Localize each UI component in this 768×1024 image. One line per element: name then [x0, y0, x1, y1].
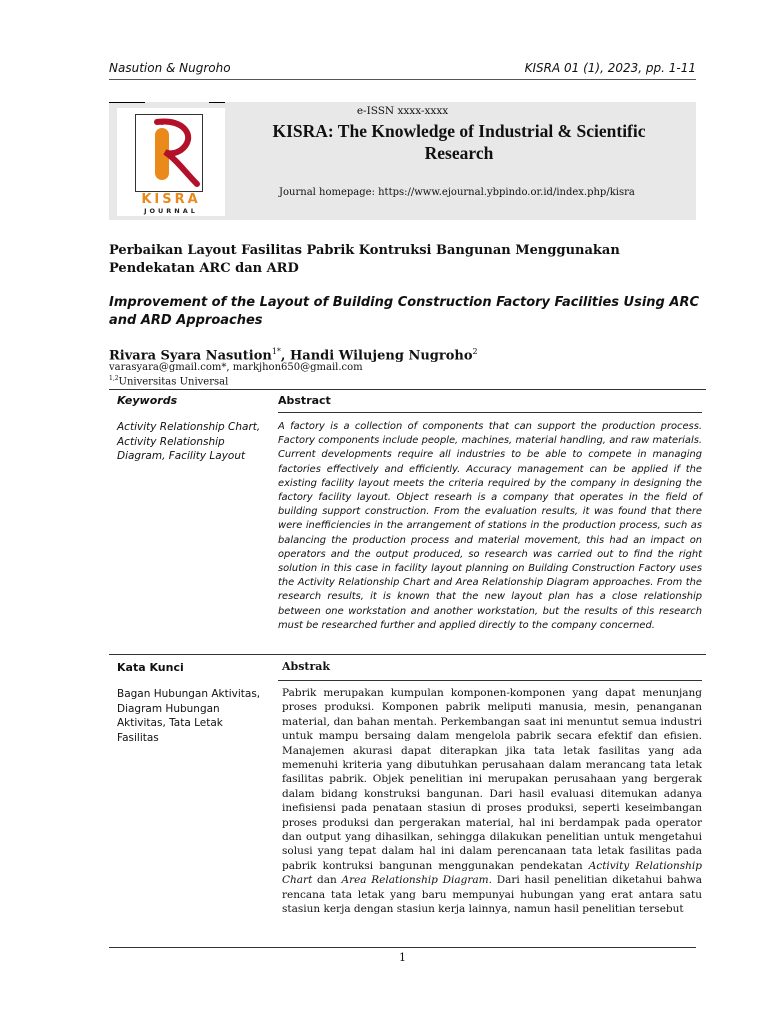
author-name: Rivara Syara Nasution	[109, 348, 272, 364]
article-title-english: Improvement of the Layout of Building Construction Factory Facilities Using ARC and ARD Approaches	[109, 295, 699, 328]
affiliation-name: Universitas Universal	[118, 376, 229, 388]
running-header-citation: KISRA 01 (1), 2023, pp. 1-11	[524, 61, 696, 75]
abstract-heading-rule	[278, 412, 702, 413]
journal-logo	[117, 108, 225, 216]
abstrak-term: Area Relationship Diagram.	[341, 874, 492, 887]
author-list: Rivara Syara Nasution$^{1*}$, Handi Wilujeng Nugroho$^2$	[109, 347, 478, 364]
author-superscript: 2	[472, 347, 478, 356]
kisra-logo-mark-icon	[135, 114, 203, 192]
keywords-heading: Keywords	[117, 394, 178, 407]
affiliation	[109, 375, 228, 387]
abstrak-text: dan	[317, 874, 337, 887]
kata-kunci-list: Bagan Hubungan Aktivitas, Diagram Hubungan Aktivitas, Tata Letak Fasilitas	[117, 688, 261, 744]
article-title-indonesian: Perbaikan Layout Fasilitas Pabrik Kontruksi Bangunan Menggunakan Pendekatan ARC dan ARD	[109, 243, 620, 276]
footer-divider	[109, 947, 696, 948]
keywords-list: Activity Relationship Chart, Activity Relationship Diagram, Facility Layout	[117, 421, 261, 462]
abstrak-term: Activity Relationship Chart	[282, 859, 702, 887]
logo-wordmark: KISRA	[141, 192, 201, 207]
masthead-tick-left	[109, 102, 145, 103]
author-emails[interactable]: varasyara@gmail.com*, markjhon650@gmail.com	[109, 362, 363, 373]
section-rule	[109, 654, 706, 655]
journal-title: KISRA: The Knowledge of Industrial & Scientific Research	[272, 121, 646, 163]
abstrak-heading: Abstrak	[282, 660, 331, 673]
header-divider	[109, 79, 696, 80]
page-number: 1	[399, 951, 406, 964]
running-header-authors: Nasution & Nugroho	[109, 61, 231, 75]
author-superscript: 1*	[271, 347, 281, 356]
masthead-tick-right	[209, 102, 225, 103]
section-rule	[109, 389, 706, 390]
eissn: e-ISSN xxxx-xxxx	[356, 105, 449, 117]
abstrak-text: Pabrik merupakan kumpulan komponen-komponen yang dapat menunjang proses produksi. Komponen pabrik meliputi manusia, mesin, penanganan material, dan bahan mentah. Perkembangan saat ini menuntut semua industri untuk mampu bersaing dalam mengelola pabrik secara efektif dan efisien. Manajemen akurasi dapat diterapkan jika tata letak fasilitas yang ada memenuhi kriteria yang dibutuhkan perusahaan dalam merancang tata letak fasilitas pabrik. Objek penelitian ini merupakan perusahaan yang bergerak dalam bidang konstruksi bangunan. Dari hasil evaluasi ditemukan adanya inefisiensi pada penataan stasiun di proses produksi, seperti keseimbangan proses produksi dan pergerakan material, hal ini berdampak pada operator dan output yang dihasilkan, sehingga dilakukan penelitian untuk mengetahui solusi yang tepat dalam hal ini dalam perencanaan tata letak fasilitas pada pabrik kontruksi bangunan menggunakan pendekatan	[282, 687, 702, 872]
author-name: Handi Wilujeng Nugroho	[289, 348, 473, 364]
logo-subtitle: JOURNAL	[144, 207, 198, 215]
abstrak-heading-rule	[278, 680, 702, 681]
journal-masthead	[109, 102, 696, 220]
affiliation-superscript: 1,2	[109, 375, 119, 382]
abstract-indonesian	[282, 686, 702, 917]
abstract-heading: Abstract	[278, 394, 331, 407]
kata-kunci-heading: Kata Kunci	[117, 661, 184, 674]
abstract-english: A factory is a collection of components that can support the production process. Factory components include people, machines, material handling, and raw materials. Current developments require all industries to be able to compete in managing factories effectively and efficiently. Accuracy management can be applied if the existing facility layout meets the criteria required by the company in designing the factory facility layout. Object researh is a company that operates in the field of building support construction. From the evaluation results, it was found that there were inefficiencies in the arrangement of stations in the production process, such as balancing the production process and material movement, this had an impact on operators and the output produced, so research was carried out to find the right solution in this case in facility layout planning on Building Construction Factory uses the Activity Relationship Chart and Area Relationship Diagram approaches. From the research results, it is known that the new layout plan has a close relationship between one workstation and another workstation, but the results of this research must be researched further and applied directly to the company concerned.	[278, 421, 702, 631]
journal-homepage[interactable]: Journal homepage: https://www.ejournal.ybpindo.or.id/index.php/kisra	[279, 187, 635, 198]
abstrak-text: Dari hasil penelitian diketahui bahwa rencana tata letak yang baru mempunyai hubungan yang erat antara satu stasiun kerja dengan stasiun kerja lainnya, namun hasil penelitian tersebut	[282, 874, 702, 916]
